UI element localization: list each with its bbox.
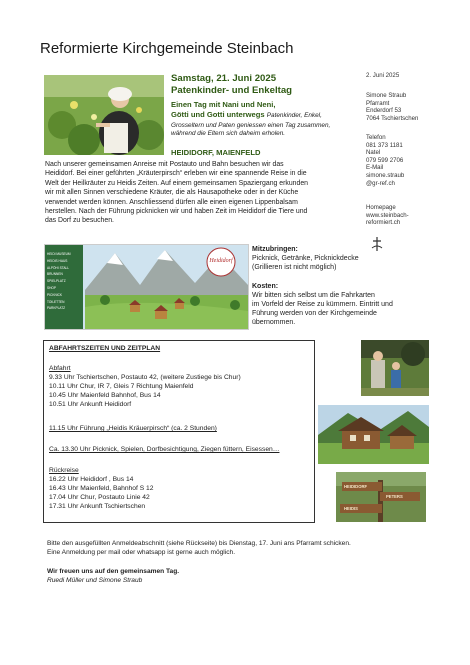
email-label: E-Mail [366, 164, 384, 172]
schedule-title: ABFAHRTSZEITEN UND ZEITPLAN [49, 345, 161, 352]
intro-line: Welt der Heilkräuter zu Heidis Zeiten. Auf einem gemeinsamen Spaziergang erkunden [45, 179, 309, 187]
subheading-line2-bold: Götti und Gotti unterwegs [171, 110, 265, 119]
sign-label: HEIDIS [344, 506, 358, 511]
mobile-number[interactable]: 079 599 2706 [366, 156, 404, 164]
costs-label: Kosten: [252, 283, 279, 290]
registration-note [47, 540, 351, 557]
costs-line4: übernommen. [252, 319, 296, 326]
intro-line: verwendet werden können. Anschliessend dürfen alle einen eigenen Lippenbalsam [45, 198, 298, 206]
contact-street: Enderdorf 53 [366, 107, 402, 115]
bring-section [252, 245, 359, 272]
bring-line1: Picknick, Getränke, Picknickdecke [252, 255, 359, 262]
subheading-line1: Einen Tag mit Nani und Neni, [171, 100, 276, 109]
contact-block [366, 92, 418, 122]
intro-paragraph [45, 160, 350, 226]
costs-line3: Führung werden von der Kirchgemeinde [252, 310, 377, 317]
departure-label: Abfahrt [49, 365, 71, 372]
departure-row: 10.11 Uhr Chur, IR 7, Gleis 7 Richtung Maienfeld [49, 383, 194, 390]
intro-line: das Dorf zu besuchen. [45, 217, 114, 225]
event-heading: Patenkinder- und Enkeltag [171, 85, 293, 96]
closing-line: Wir freuen uns auf den gemeinsamen Tag. [47, 568, 180, 575]
return-row: 17.04 Uhr Chur, Postauto Linie 42 [49, 494, 150, 501]
map-menu-item: TOILETTEN [47, 299, 65, 304]
departure-row: 10.51 Uhr Ankunft Heididorf [49, 401, 132, 408]
family-outdoor-photo [361, 340, 429, 396]
departure-row: 9.33 Uhr Tschiertschen, Postauto 42, (weitere Zustiege bis Chur) [49, 374, 241, 381]
map-menu-item: PARKPLATZ [47, 306, 66, 311]
email-line1[interactable]: simone.straub [366, 171, 405, 179]
homepage-line1[interactable]: www.steinbach- [366, 211, 409, 219]
contact-office: Pfarramt [366, 99, 390, 107]
contact-city: 7064 Tschiertschen [366, 114, 419, 122]
email-line2[interactable]: @gr-ref.ch [366, 179, 395, 187]
sign-label: HEIDIDORF [344, 484, 368, 489]
event-subheading [171, 100, 322, 121]
costs-section [252, 282, 393, 327]
sign-label: PETERS [386, 494, 403, 499]
herb-meadow-photo [44, 75, 164, 155]
map-menu-item: SPIELPLATZ [47, 279, 66, 284]
wooden-signs-photo [336, 472, 426, 522]
event-place: HEIDIDORF, MAIENFELD [171, 148, 261, 157]
registration-line1: Bitte den ausgefüllten Anmeldeabschnitt (siehe Rückseite) bis Dienstag, 17. Juni ans Pfarramt schicken. [47, 540, 351, 547]
heididorf-map [44, 244, 249, 330]
event-date: Samstag, 21. Juni 2025 [171, 73, 277, 84]
map-menu-item: SHOP [47, 285, 57, 290]
phone-block [366, 134, 404, 187]
intro-line: Nach unserer gemeinsamen Anreise mit Postauto und Bahn besuchen wir das [45, 161, 284, 168]
intro-line: Heididorf. Bei einer geführten „Kräuterpirsch“ erleben wir eine spannende Reise in die [45, 170, 307, 178]
letter-date: 2. Juni 2025 [366, 72, 400, 79]
closing-block [47, 568, 179, 585]
signature-names: Ruedi Müller und Simone Straub [47, 576, 143, 584]
homepage-label: Homepage [366, 204, 396, 211]
heididorf-village-photo [318, 405, 429, 464]
phone-number[interactable]: 081 373 1181 [366, 141, 403, 149]
picnic-row: Ca. 13.30 Uhr Picknick, Spielen, Dorfbesichtigung, Ziegen füttern, Eisessen… [49, 446, 280, 453]
map-menu [47, 251, 81, 312]
return-label: Rückreise [49, 467, 79, 474]
departure-row: 10.45 Uhr Maienfeld Bahnhof, Bus 14 [49, 392, 161, 399]
bring-line2: (Grillieren ist nicht möglich) [252, 264, 337, 271]
return-row: 16.43 Uhr Maienfeld, Bahnhof S 12 [49, 485, 154, 492]
map-menu-item: BRUNNEN [47, 272, 63, 277]
event-description [171, 122, 351, 138]
schedule-box [43, 340, 315, 523]
tour-row: 11.15 Uhr Führung „Heidis Kräuerpirsch“ (ca. 2 Stunden) [49, 425, 217, 432]
registration-line2: Eine Anmeldung per mail oder whatsapp ist gerne auch möglich. [47, 548, 236, 556]
description-line2: während die Eltern sich daheim erholen. [171, 130, 286, 137]
homepage-block [366, 204, 409, 227]
description-line1: Grosseltern und Paten geniessen einen Tag zusammen, [171, 122, 331, 129]
mobile-label: Natel [366, 149, 381, 157]
subheading-tail: Patenkinder, Enkel, [266, 112, 322, 119]
phone-label: Telefon [366, 134, 386, 141]
subheading-line2 [171, 110, 322, 121]
map-menu-item: PICKNICK [47, 292, 63, 297]
church-logo-icon [369, 236, 385, 257]
map-menu-item: ALPÖHI STALL [47, 265, 70, 270]
costs-line2: im Vorfeld der Reise zu kümmern. Eintritt und [252, 301, 393, 308]
costs-line1: Wir bitten sich selbst um die Fahrkarten [252, 292, 375, 299]
map-menu-item: HEIDI MUSEUM [47, 252, 71, 256]
map-menu-item: HEIDIS HAUS [47, 258, 68, 263]
intro-line: herstellen. Nach der Führung picknicken wir und haben Zeit im Heididorf die Tiere und [45, 208, 308, 216]
return-row: 17.31 Uhr Ankunft Tschiertschen [49, 503, 146, 510]
bring-label: Mitzubringen: [252, 246, 298, 253]
page-title: Reformierte Kirchgemeinde Steinbach [40, 40, 294, 57]
intro-line: wir mit allen Sinnen verschiedene Kräuter, die als Hausapotheke oder in der Küche [45, 189, 299, 197]
contact-name: Simone Straub [366, 92, 407, 99]
heididorf-logo: Heididorf [209, 258, 233, 264]
homepage-line2[interactable]: reformiert.ch [366, 219, 401, 227]
return-row: 16.22 Uhr Heididorf , Bus 14 [49, 476, 134, 483]
